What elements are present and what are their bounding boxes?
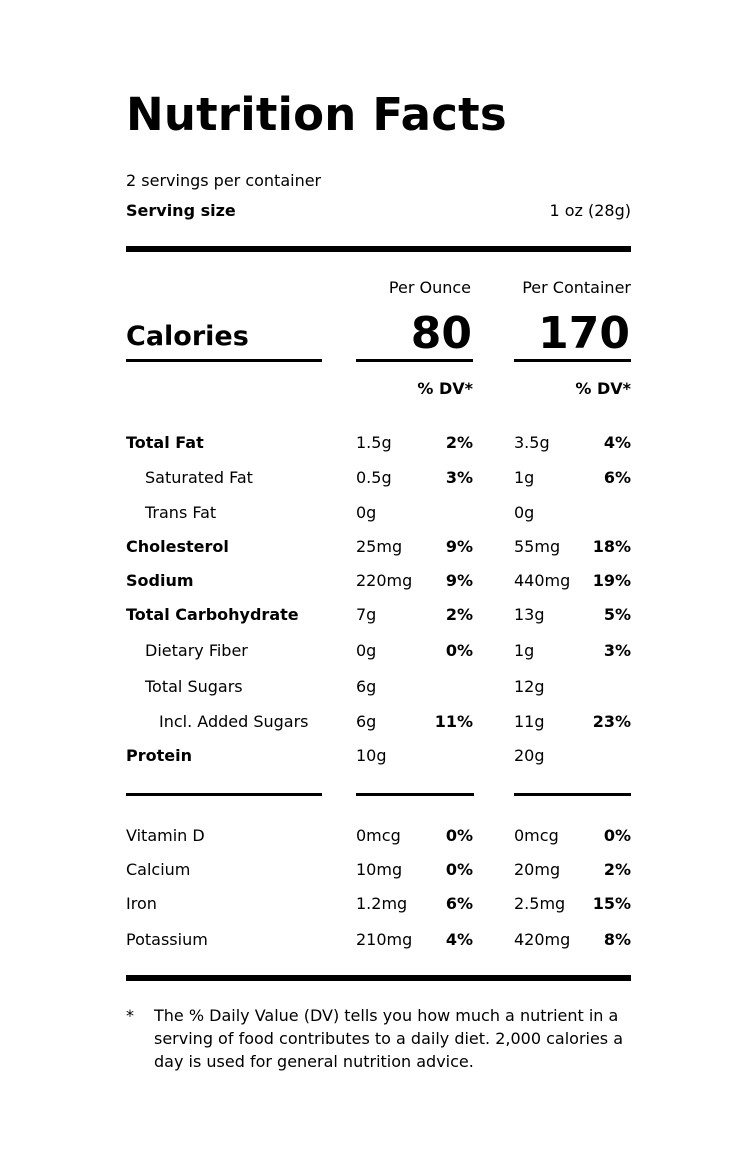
nutrient-label: Saturated Fat [145, 468, 253, 487]
dv-header-col2: % DV* [575, 379, 631, 398]
nutrient-dv-per-container: 6% [603, 468, 631, 487]
nutrient-dv-per-ounce: 3% [445, 468, 473, 487]
vitamin-amount-per-ounce: 210mg [356, 930, 413, 949]
nutrient-amount-per-ounce: 6g [356, 712, 377, 731]
vitamin-label: Potassium [126, 930, 208, 949]
nutrient-row [0, 605, 754, 625]
serving-size-value: 1 oz (28g) [549, 201, 631, 220]
nutrient-amount-per-ounce: 0.5g [356, 468, 392, 487]
nutrient-dv-per-container: 23% [592, 712, 631, 731]
vitamin-dv-per-ounce: 0% [445, 860, 473, 879]
nutrient-amount-per-container: 440mg [514, 571, 571, 590]
vitamin-row [0, 930, 754, 950]
nutrient-row [0, 712, 754, 732]
nutrient-dv-per-container: 19% [592, 571, 631, 590]
nutrient-dv-per-ounce: 0% [445, 641, 473, 660]
nutrient-amount-per-container: 1g [514, 468, 535, 487]
nutrient-amount-per-ounce: 25mg [356, 537, 403, 556]
calories-per-container: 170 [538, 308, 630, 359]
thick-divider-bottom [126, 975, 631, 981]
vitamin-dv-per-ounce: 6% [445, 894, 473, 913]
col2-header: Per Container [522, 278, 631, 297]
nutrient-amount-per-ounce: 1.5g [356, 433, 392, 452]
nutrient-row [0, 503, 754, 523]
servings-per-container: 2 servings per container [126, 171, 322, 190]
vitamin-dv-per-container: 0% [603, 826, 631, 845]
nutrient-label: Sodium [126, 571, 194, 590]
nutrient-amount-per-container: 55mg [514, 537, 561, 556]
nutrients-rule-label [126, 793, 322, 796]
nutrient-row [0, 746, 754, 766]
nutrient-dv-per-ounce: 2% [445, 605, 473, 624]
calories-rule-label [126, 359, 322, 362]
vitamin-label: Vitamin D [126, 826, 205, 845]
nutrient-row [0, 433, 754, 453]
vitamin-dv-per-container: 15% [592, 894, 631, 913]
nutrient-dv-per-container: 4% [603, 433, 631, 452]
nutrient-label: Protein [126, 746, 192, 765]
nutrient-amount-per-ounce: 220mg [356, 571, 413, 590]
nutrient-label: Trans Fat [145, 503, 217, 522]
nutrient-row [0, 537, 754, 557]
calories-rule-col2 [514, 359, 631, 362]
vitamin-row [0, 894, 754, 914]
vitamin-dv-per-ounce: 4% [445, 930, 473, 949]
nutrient-dv-per-container: 3% [603, 641, 631, 660]
nutrient-amount-per-ounce: 6g [356, 677, 377, 696]
nutrients-rule-col1 [356, 793, 474, 796]
nutrient-amount-per-container: 1g [514, 641, 535, 660]
thick-divider-top [126, 246, 631, 252]
nutrient-dv-per-ounce: 9% [445, 571, 473, 590]
nutrient-amount-per-container: 3.5g [514, 433, 550, 452]
vitamin-label: Iron [126, 894, 157, 913]
footnote-asterisk: * [126, 1006, 134, 1025]
nutrient-amount-per-container: 12g [514, 677, 545, 696]
vitamin-dv-per-container: 2% [603, 860, 631, 879]
nutrient-amount-per-container: 11g [514, 712, 545, 731]
nutrient-dv-per-container: 5% [603, 605, 631, 624]
nutrient-label: Total Fat [126, 433, 204, 452]
nutrient-amount-per-ounce: 10g [356, 746, 387, 765]
calories-label: Calories [126, 321, 249, 352]
vitamin-amount-per-container: 2.5mg [514, 894, 566, 913]
nutrient-label: Dietary Fiber [145, 641, 248, 660]
vitamin-amount-per-container: 0mcg [514, 826, 559, 845]
vitamin-amount-per-ounce: 10mg [356, 860, 403, 879]
calories-rule-col1 [356, 359, 473, 362]
vitamin-dv-per-ounce: 0% [445, 826, 473, 845]
vitamin-row [0, 860, 754, 880]
nutrient-amount-per-container: 20g [514, 746, 545, 765]
vitamin-row [0, 826, 754, 846]
nutrient-row [0, 641, 754, 661]
nutrient-label: Incl. Added Sugars [159, 712, 309, 731]
nutrient-label: Cholesterol [126, 537, 229, 556]
nutrient-row [0, 468, 754, 488]
vitamin-amount-per-container: 20mg [514, 860, 561, 879]
nutrient-dv-per-container: 18% [592, 537, 631, 556]
nutrient-label: Total Carbohydrate [126, 605, 299, 624]
nutrient-amount-per-container: 13g [514, 605, 545, 624]
vitamin-amount-per-container: 420mg [514, 930, 571, 949]
calories-per-ounce: 80 [410, 308, 472, 359]
vitamin-amount-per-ounce: 0mcg [356, 826, 401, 845]
label-title: Nutrition Facts [126, 88, 507, 141]
nutrient-dv-per-ounce: 11% [434, 712, 473, 731]
nutrient-row [0, 571, 754, 591]
dv-header-col1: % DV* [417, 379, 473, 398]
footnote-text: The % Daily Value (DV) tells you how much a nutrient in a serving of food contributes to a daily diet. 2,000 calories a day is used for general nutrition advice. [154, 1006, 624, 1071]
nutrient-amount-per-ounce: 0g [356, 641, 377, 660]
nutrient-dv-per-ounce: 9% [445, 537, 473, 556]
nutrient-label: Total Sugars [145, 677, 243, 696]
serving-size-label: Serving size [126, 201, 236, 220]
col1-header: Per Ounce [388, 278, 471, 297]
vitamin-dv-per-container: 8% [603, 930, 631, 949]
nutrients-rule-col2 [514, 793, 631, 796]
nutrient-row [0, 677, 754, 697]
vitamin-label: Calcium [126, 860, 191, 879]
nutrient-amount-per-ounce: 7g [356, 605, 377, 624]
nutrient-amount-per-container: 0g [514, 503, 535, 522]
nutrient-dv-per-ounce: 2% [445, 433, 473, 452]
nutrient-amount-per-ounce: 0g [356, 503, 377, 522]
vitamin-amount-per-ounce: 1.2mg [356, 894, 408, 913]
